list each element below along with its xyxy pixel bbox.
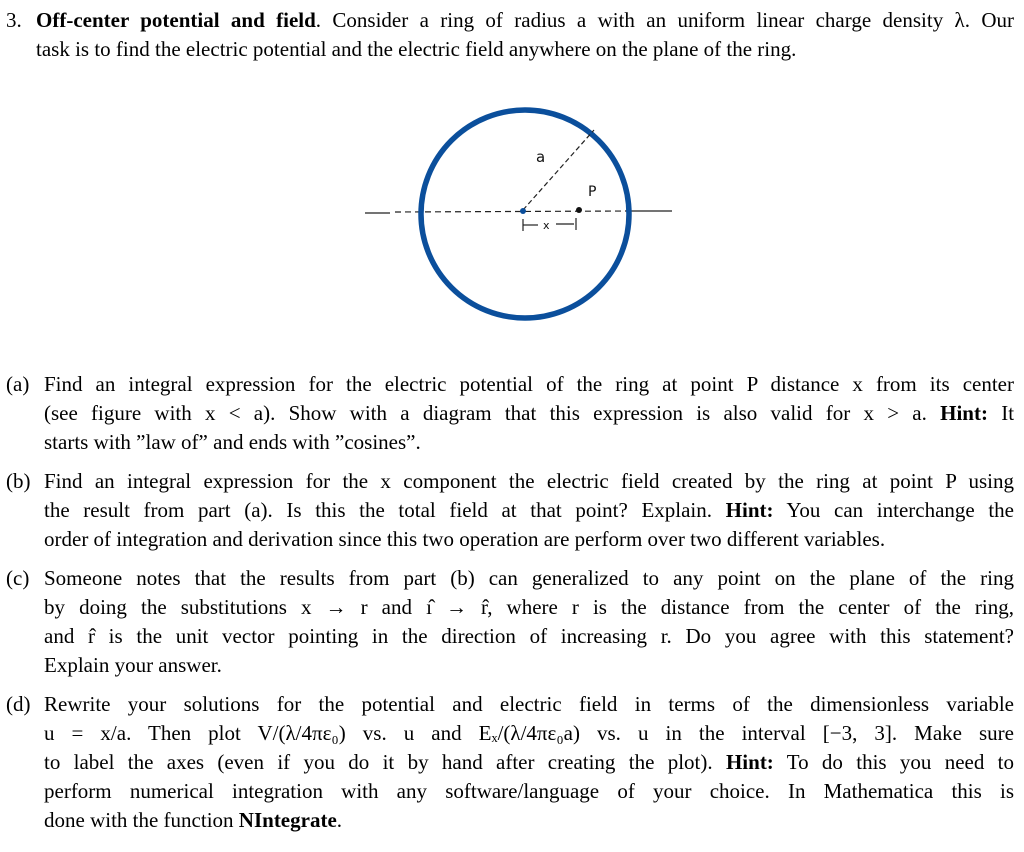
part-c-line3: and r̂ is the unit vector pointing in the direction of increasing r. Do you agree with this statement? <box>44 624 1014 648</box>
part-b-line2 <box>44 496 1014 525</box>
problem-intro-line2: task is to find the electric potential and the electric field anywhere on the plane of the ring. <box>36 37 797 61</box>
radius-line <box>523 130 597 210</box>
radius-label-a: a <box>536 148 546 166</box>
part-d-line3-text: to label the axes (even if you do it by hand after creating the plot). <box>44 750 713 774</box>
part-d-line3 <box>44 748 1014 777</box>
problem-intro-line1 <box>0 6 1014 35</box>
problem-statement <box>0 6 1014 64</box>
part-a-line2-text: (see figure with x < a). Show with a diagram that this expression is also valid for x > a. <box>44 401 927 425</box>
part-b-line2-text: the result from part (a). Is this the total field at that point? Explain. <box>44 498 713 522</box>
part-d-hint-label: Hint: <box>725 750 774 774</box>
part-c-line1: Someone notes that the results from part (b) can generalized to any point on the plane of the ring <box>44 566 1014 590</box>
part-a-hint-label: Hint: <box>940 401 988 425</box>
problem-number: 3. <box>6 8 22 32</box>
part-d-line2: u = x/a. Then plot V/(λ/4πε₀) vs. u and Eₓ/(λ/4πε₀a) vs. u in the interval [−3, 3]. Make sure <box>44 721 1014 745</box>
part-d <box>0 690 1014 835</box>
charged-ring <box>421 110 629 318</box>
part-d-line5-period: . <box>336 808 343 832</box>
part-d-line1: Rewrite your solutions for the potential and electric field in terms of the dimensionless variable <box>44 692 1014 716</box>
point-label-P: P <box>588 184 597 200</box>
ring-figure <box>360 92 690 332</box>
part-b-line2-tail: You can interchange the <box>786 498 1014 522</box>
part-b-hint-label: Hint: <box>725 498 774 522</box>
problem-title: Off-center potential and field <box>36 8 316 32</box>
part-c-line4: Explain your answer. <box>44 653 222 677</box>
problem-intro-text: . Consider a ring of radius a with an uniform linear charge density λ. Our <box>315 8 1014 32</box>
part-a-line3: starts with ”law of” and ends with ”cosines”. <box>44 430 421 454</box>
x-span-label: x <box>543 219 550 232</box>
part-a-line2 <box>44 399 1014 428</box>
part-d-line5 <box>44 806 1014 835</box>
point-P <box>576 207 582 213</box>
problem-parts <box>0 370 1014 845</box>
center-point <box>520 208 526 214</box>
part-d-label: (d) <box>6 692 31 716</box>
part-d-line3-tail: To do this you need to <box>786 750 1015 774</box>
part-a-label: (a) <box>6 372 30 396</box>
part-b-label: (b) <box>6 469 31 493</box>
part-b <box>0 467 1014 554</box>
part-c-line2: by doing the substitutions x → r and ı̂ → r̂, where r is the distance from the center of the ring, <box>44 595 1014 619</box>
part-a-line1: Find an integral expression for the electric potential of the ring at point P distance x from its center <box>44 372 1014 396</box>
part-b-line1: Find an integral expression for the x component the electric field created by the ring at point P using <box>44 469 1014 493</box>
part-a-line2-tail: It <box>1001 401 1015 425</box>
part-d-line4: perform numerical integration with any software/language of your choice. In Mathematica this is <box>44 779 1014 803</box>
axis-dashed <box>395 211 630 212</box>
part-c-label: (c) <box>6 566 30 590</box>
part-d-line5-text: done with the function <box>44 808 234 832</box>
part-a <box>0 370 1014 457</box>
part-b-line3: order of integration and derivation since this two operation are perform over two different variables. <box>44 527 886 551</box>
nintegrate-function-name: NIntegrate <box>238 808 337 832</box>
part-c <box>0 564 1014 680</box>
